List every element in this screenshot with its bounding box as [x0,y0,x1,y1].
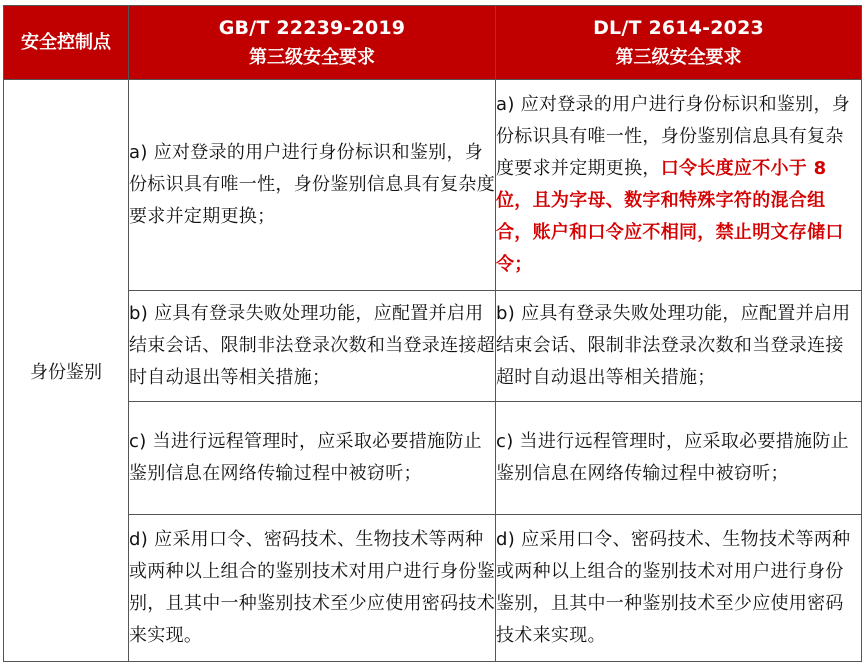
dl-requirement-d: d) 应采用口令、密码技术、生物技术等两种或两种以上组合的鉴别技术对用户进行身份鉴别，且其中一种鉴别技术至少应使用密码技术来实现。 [496,514,862,661]
table-row [4,291,862,401]
header-control-point [4,6,129,80]
header-dl-standard [496,6,862,80]
dl-requirement-a [496,80,862,291]
comparison-table [3,5,862,662]
header-dl-standard-code: DL/T 2614-2023 [593,16,764,39]
header-control-point-label: 安全控制点 [21,31,111,53]
dl-requirement-b: b) 应具有登录失败处理功能，应配置并启用结束会话、限制非法登录次数和当登录连接超时自动退出等相关措施； [496,291,862,401]
control-point-cell [4,80,129,662]
control-point-label: 身份鉴别 [30,361,102,383]
header-gb-standard [129,6,496,80]
table-row [4,80,862,291]
table-row [4,401,862,514]
dl-requirement-c: c) 当进行远程管理时，应采取必要措施防止鉴别信息在网络传输过程中被窃听； [496,401,862,514]
dl-requirement-a-text: a) 应对登录的用户进行身份标识和鉴别，身份标识具有唯一性，身份鉴别信息具有复杂度要求并定期更换， [496,94,851,180]
gb-requirement-c: c) 当进行远程管理时，应采取必要措施防止鉴别信息在网络传输过程中被窃听； [129,401,496,514]
header-dl-level: 第三级安全要求 [615,46,742,68]
dl-requirement-a-highlight: 口令长度应不小于 8 位，且为字母、数字和特殊字符的混合组合，账户和口令应不相同，禁止明文存储口令； [496,158,844,276]
table-header-row [4,6,862,80]
gb-requirement-b: b) 应具有登录失败处理功能，应配置并启用结束会话、限制非法登录次数和当登录连接超时自动退出等相关措施； [129,291,496,401]
header-gb-level: 第三级安全要求 [249,46,375,68]
gb-requirement-a: a) 应对登录的用户进行身份标识和鉴别，身份标识具有唯一性，身份鉴别信息具有复杂度要求并定期更换； [129,80,496,291]
gb-requirement-d: d) 应采用口令、密码技术、生物技术等两种或两种以上组合的鉴别技术对用户进行身份鉴别，且其中一种鉴别技术至少应使用密码技术来实现。 [129,514,496,661]
header-gb-standard-code: GB/T 22239-2019 [218,16,406,39]
table-row [4,514,862,661]
